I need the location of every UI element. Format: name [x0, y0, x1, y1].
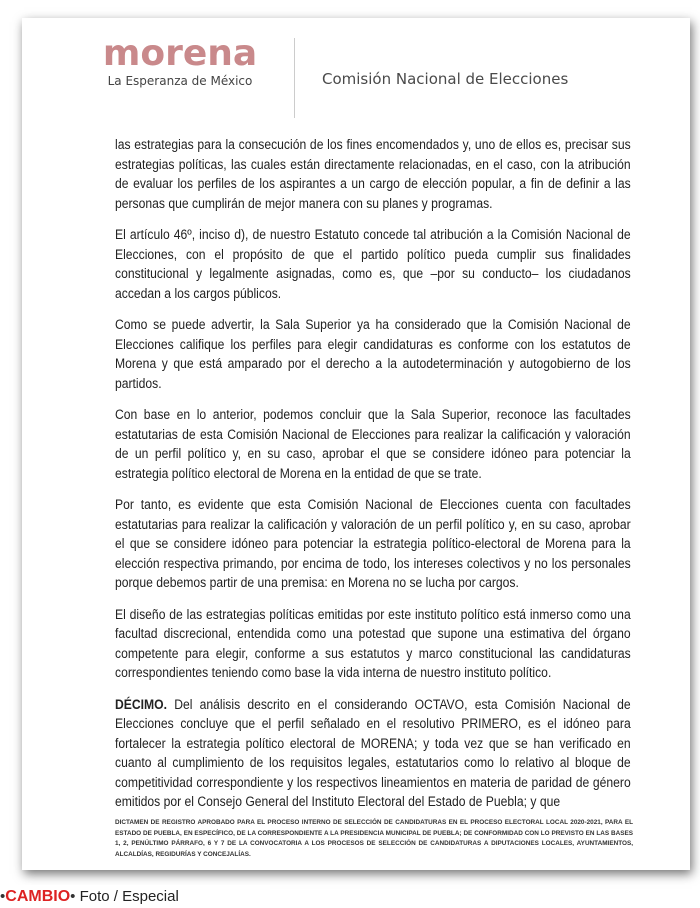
- paragraph: El diseño de las estrategias políticas emitidas por este instituto político está inmerso como una facultad discrecional, entendida como una potestad que supone una estimativa del órgano competente para elegir, conforme a sus estatutos y marco constitucional las candidaturas correspondientes teniendo como base la vida interna de nuestro instituto político.: [115, 606, 631, 680]
- paragraph: las estrategias para la consecución de los fines encomendados y, uno de ellos es, precisar sus estrategias políticas, las cuales están directamente relacionadas, en el caso, con la atribución de evaluar los perfiles de los aspirantes a un cargo de elección popular, a fin de definir a las personas que cumplirán de mejor manera con su planes y programas.: [115, 137, 631, 211]
- page-footnote: DICTAMEN DE REGISTRO APROBADO PARA EL PROCESO INTERNO DE SELECCIÓN DE CANDIDATURAS EN EL PROCESO ELECTORAL LOCAL 2020-2021, PARA EL ESTADO DE PUEBLA, EN ESPECÍFICO, DE LA CORRESPONDIENTE A LA PRESIDENCIA MUNICIPAL DE PUEBLA; DE CONFORMIDAD CON LO PREVISTO EN LAS BASES 1, 2, PENÚLTIMO PÁRRAFO, 6 Y 7 DE LA CONVOCATORIA A LOS PROCESOS DE SELECCIÓN DE CANDIDATURAS A DIPUTACIONES LOCALES, AYUNTAMIENTOS, ALCALDÍAS, REGIDURÍAS Y CONCEJALÍAS.: [115, 819, 633, 858]
- paragraph: Por tanto, es evidente que esta Comisión Nacional de Elecciones cuenta con facultades estatutarias para realizar la calificación y valoración de un perfil político y, en su caso, aprobar el que se considere idóneo para potenciar la estrategia político-electoral de Morena para la elección respectiva primando, por encima de todo, los intereses colectivos y no los personales porque debemos partir de una premisa: en Morena no se lucha por cargos.: [115, 497, 631, 590]
- decimo-text: Del análisis descrito en el considerando OCTAVO, esta Comisión Nacional de Elecciones concluye que el perfil señalado en el resolutivo PRIMERO, es el idóneo para fortalecer la estrategia político electoral de MORENA; y toda vez que se han verificado en cuanto al cumplimiento de los requisitos legales, estatutarios como lo relativo al bloque de competitividad correspondiente y los respectivos lineamientos en materia de paridad de género emitidos por el Consejo General del Instituto Electoral del Estado de Puebla; y que: [115, 696, 631, 809]
- paragraph: Con base en lo anterior, podemos concluir que la Sala Superior, reconoce las facultades estatutarias de esta Comisión Nacional de Elecciones para realizar la calificación y valoración de un perfil político y, en su caso, aprobar el que se considere idóneo para potenciar la estrategia político electoral de Morena en la entidad de que se trate.: [115, 407, 631, 481]
- paragraph: Como se puede advertir, la Sala Superior ya ha considerado que la Comisión Nacional de Elecciones califique los perfiles para elegir candidaturas es conforme con los estatutos de Morena y que está amparado por el derecho a la autodeterminación y autogobierno de los partidos.: [115, 317, 631, 391]
- photo-caption: [0, 885, 270, 908]
- logo-wordmark: morena: [102, 33, 258, 74]
- morena-logo: [92, 34, 268, 88]
- bullet: •: [70, 888, 80, 905]
- paragraph-decimo: [115, 695, 631, 812]
- paragraph: El artículo 46º, inciso d), de nuestro Estatuto concede tal atribución a la Comisión Nacional de Elecciones, con el propósito de que el partido político pueda cumplir sus finalidades constitucional y legalmente asignadas, como es, que –por su conducto– los ciudadanos accedan a los cargos públicos.: [115, 227, 631, 301]
- document-body: [115, 135, 631, 824]
- photo-credit: Foto / Especial: [79, 888, 179, 905]
- bullet: •: [0, 888, 6, 905]
- decimo-heading: DÉCIMO.: [115, 696, 167, 712]
- header-divider: [294, 38, 295, 118]
- commission-title: Comisión Nacional de Elecciones: [322, 70, 569, 88]
- cambio-brand: CAMBIO: [5, 888, 71, 905]
- logo-tagline: La Esperanza de México: [107, 74, 253, 88]
